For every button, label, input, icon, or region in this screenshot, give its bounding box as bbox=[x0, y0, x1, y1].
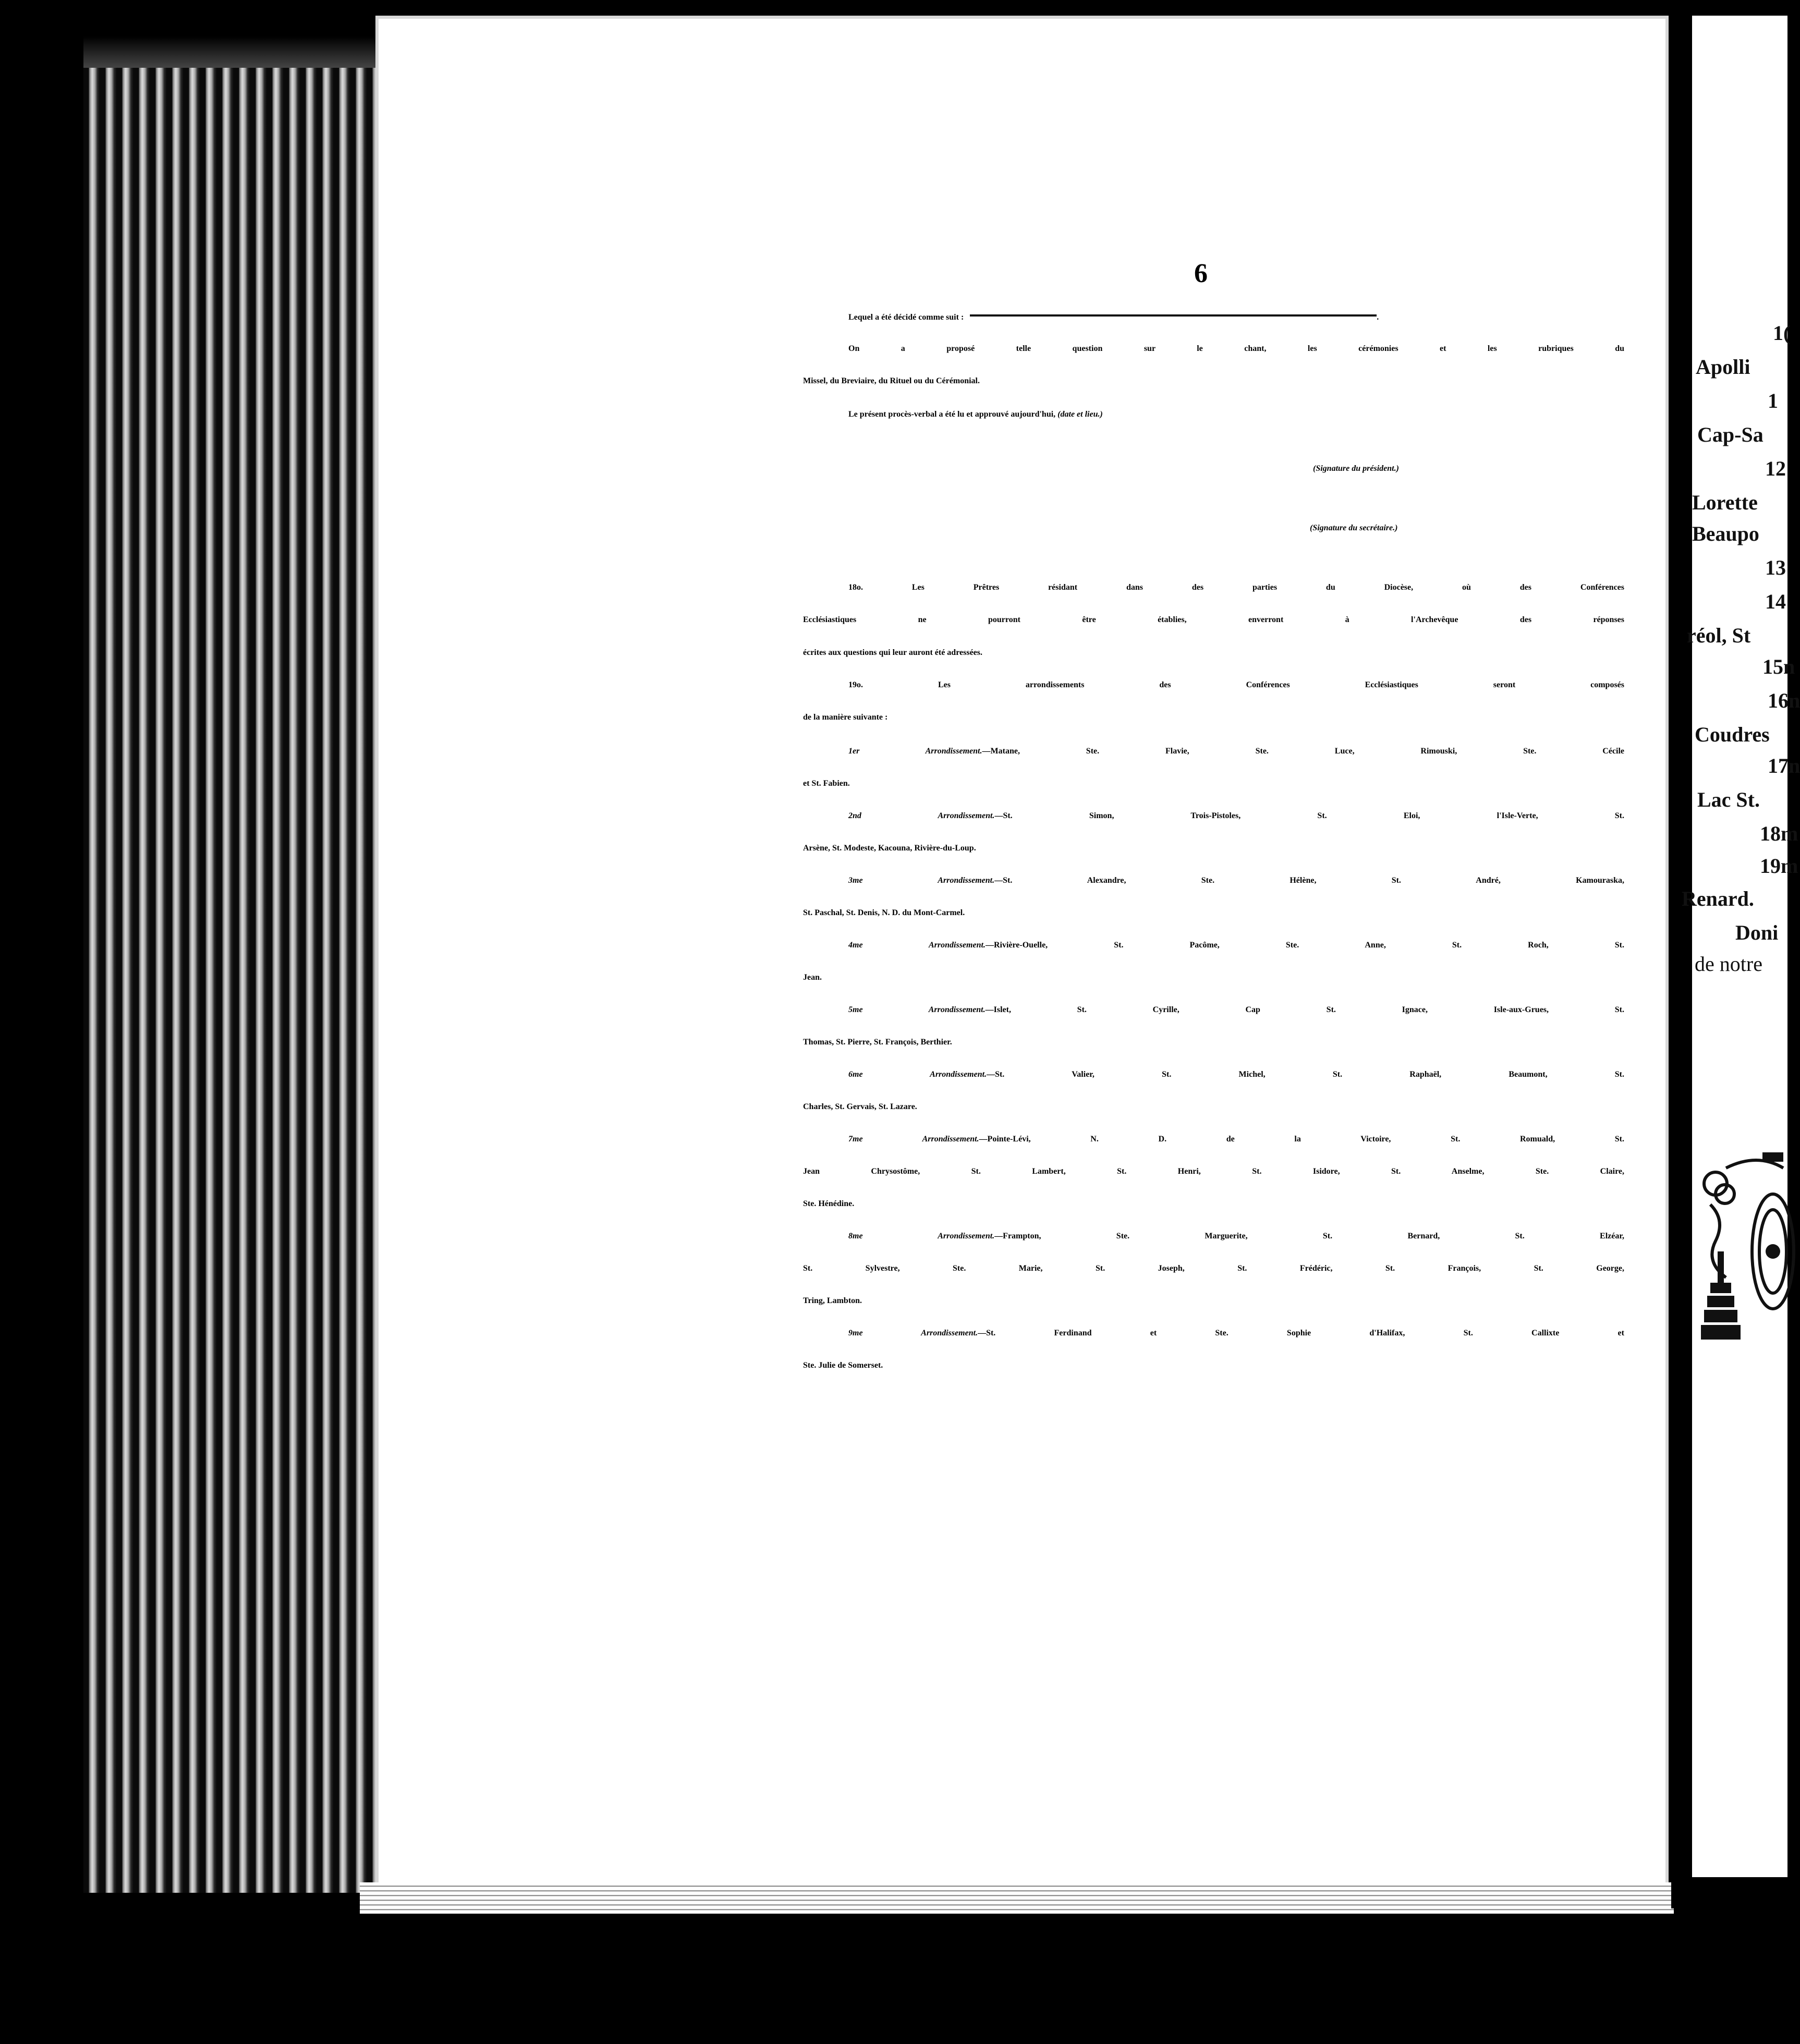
arrondissement-line bbox=[803, 1264, 1624, 1273]
arrondissement-parishes: —St. Valier, St. Michel, St. Raphaël, Beaumont, St. bbox=[987, 1070, 1625, 1079]
text-line-approved bbox=[848, 410, 1103, 419]
arrondissement-parishes: —St. Alexandre, Ste. Hélène, St. André, Kamouraska, bbox=[994, 876, 1624, 885]
arrondissement-parishes: Ste. Hénédine. bbox=[803, 1199, 855, 1208]
arrondissement-parishes: —Frampton, Ste. Marguerite, St. Bernard, St. Elzéar, bbox=[994, 1232, 1624, 1240]
arrondissement-line bbox=[803, 1167, 1624, 1176]
arrondissement-1 bbox=[848, 747, 1624, 756]
arrondissement-line bbox=[803, 1296, 862, 1306]
text-line bbox=[848, 344, 1624, 354]
arrondissement-line bbox=[803, 1038, 952, 1047]
arrondissement-7 bbox=[848, 1135, 1624, 1144]
arrondissement-line bbox=[803, 1361, 883, 1370]
right-page-fragment: Beaupo bbox=[1692, 522, 1759, 545]
arrondissement-line bbox=[848, 1005, 1624, 1015]
text-proposed: On a proposé telle question sur le chant, les cérémonies et les rubriques du bbox=[848, 344, 1624, 353]
right-page-fragment: 13 bbox=[1765, 556, 1786, 579]
arrondissement-heading: 3me Arrondissement. bbox=[848, 876, 995, 885]
page-number: 6 bbox=[1194, 259, 1208, 288]
arrondissement-parishes: Tring, Lambton. bbox=[803, 1296, 862, 1305]
arrondissement-2 bbox=[848, 811, 1624, 821]
right-page-fragment: 14 bbox=[1765, 590, 1786, 613]
arrondissement-parishes: St. Paschal, St. Denis, N. D. du Mont-Carmel. bbox=[803, 908, 965, 917]
arrondissement-heading: 9me Arrondissement. bbox=[848, 1329, 978, 1337]
arrondissement-line bbox=[803, 844, 976, 853]
right-page-fragment: Doni bbox=[1735, 921, 1779, 944]
decided-label: Lequel a été décidé comme suit : bbox=[848, 313, 964, 322]
arrondissement-6 bbox=[848, 1070, 1624, 1079]
coat-of-arms-seal bbox=[1695, 1147, 1787, 1366]
text-line-decided bbox=[848, 313, 1379, 322]
arrondissement-line bbox=[848, 876, 1624, 885]
para-18-line: 18o. Les Prêtres résidant dans des parties du Diocèse, où des Conférences bbox=[848, 583, 1624, 592]
approved-text: Le présent procès-verbal a été lu et approuvé aujourd'hui, bbox=[848, 410, 1056, 419]
date-lieu: (date et lieu.) bbox=[1057, 410, 1103, 419]
arrondissement-parishes: Thomas, St. Pierre, St. François, Berthier. bbox=[803, 1038, 952, 1047]
arrondissement-line bbox=[803, 1199, 854, 1209]
arrondissement-line bbox=[848, 747, 1624, 756]
right-page-fragment: Lac St. bbox=[1697, 788, 1760, 811]
page-gutter bbox=[1671, 10, 1692, 1908]
right-page-fragment: 17n bbox=[1768, 754, 1800, 777]
arrondissement-heading: 6me Arrondissement. bbox=[848, 1070, 987, 1079]
arrondissement-parishes: Jean Chrysostôme, St. Lambert, St. Henri, St. Isidore, St. Anselme, Ste. Claire, bbox=[803, 1167, 1624, 1176]
arrondissement-parishes: Jean. bbox=[803, 973, 822, 982]
main-page bbox=[375, 16, 1669, 1888]
signature-secretaire: (Signature du secrétaire.) bbox=[1310, 524, 1398, 532]
decided-end: . bbox=[1377, 313, 1379, 322]
arrondissement-line bbox=[803, 973, 822, 982]
arrondissement-heading: 4me Arrondissement. bbox=[848, 941, 986, 950]
text-line: écrites aux questions qui leur auront été adressées. bbox=[803, 648, 982, 657]
right-page-fragment: 18m bbox=[1760, 822, 1798, 845]
arrondissement-4 bbox=[848, 941, 1624, 950]
arrondissement-heading: 2nd Arrondissement. bbox=[848, 811, 995, 820]
arrondissement-parishes: et St. Fabien. bbox=[803, 779, 850, 788]
right-page-fragment: 16n bbox=[1768, 689, 1800, 712]
right-page bbox=[1692, 16, 1787, 1877]
arrondissement-line bbox=[848, 1070, 1624, 1079]
arrondissement-parishes: —St. Ferdinand et Ste. Sophie d'Halifax, St. Callixte et bbox=[978, 1329, 1624, 1337]
arrondissement-heading: 5me Arrondissement. bbox=[848, 1005, 986, 1014]
blank-rule bbox=[970, 314, 1377, 317]
arrondissement-line bbox=[803, 908, 965, 918]
right-page-fragment: 1( bbox=[1773, 321, 1791, 345]
book-page-edges bbox=[83, 36, 381, 1893]
arrondissement-9 bbox=[848, 1329, 1624, 1338]
arrondissement-parishes: Arsène, St. Modeste, Kacouna, Rivière-du-Loup. bbox=[803, 844, 976, 853]
arrondissement-5 bbox=[848, 1005, 1624, 1015]
arrondissement-line bbox=[803, 779, 850, 788]
arrondissement-line bbox=[848, 941, 1624, 950]
arrondissement-line bbox=[848, 1329, 1624, 1338]
arrondissement-3 bbox=[848, 876, 1624, 885]
arrondissement-parishes: —Pointe-Lévi, N. D. de la Victoire, St. Romuald, St. bbox=[979, 1135, 1624, 1143]
text-line bbox=[848, 680, 1624, 690]
arrondissement-parishes: St. Sylvestre, Ste. Marie, St. Joseph, St. Frédéric, St. François, St. George, bbox=[803, 1264, 1624, 1273]
arrondissement-line bbox=[848, 1135, 1624, 1144]
para-18-line: Ecclésiastiques ne pourront être établies, enverront à l'Archevêque des réponses bbox=[803, 615, 1624, 624]
text-line bbox=[848, 583, 1624, 592]
page-bottom-edges bbox=[360, 1882, 1674, 1914]
arrondissement-parishes: —Islet, St. Cyrille, Cap St. Ignace, Isle-aux-Grues, St. bbox=[985, 1005, 1624, 1014]
right-page-fragment: 1 bbox=[1768, 389, 1778, 412]
book-edges-shadow bbox=[83, 36, 381, 68]
arrondissement-8 bbox=[848, 1232, 1624, 1241]
right-page-fragment: 12 bbox=[1765, 457, 1786, 480]
text-line: de la manière suivante : bbox=[803, 713, 888, 722]
right-page-fragment: réol, St bbox=[1687, 624, 1751, 647]
arrondissement-parishes: —Matane, Ste. Flavie, Ste. Luce, Rimouski, Ste. Cécile bbox=[982, 747, 1625, 756]
arrondissement-heading: 7me Arrondissement. bbox=[848, 1135, 979, 1143]
right-page-fragment: 15n bbox=[1762, 655, 1795, 678]
arrondissement-heading: 1er Arrondissement. bbox=[848, 747, 982, 756]
right-page-fragment: Coudres bbox=[1695, 723, 1770, 746]
right-page-fragment: 19m bbox=[1760, 854, 1798, 878]
right-page-fragment: Renard. bbox=[1682, 887, 1754, 910]
arrondissement-line bbox=[848, 1232, 1624, 1241]
para-19-line: 19o. Les arrondissements des Conférences Ecclésiastiques seront composés bbox=[848, 680, 1624, 689]
arrondissement-parishes: Charles, St. Gervais, St. Lazare. bbox=[803, 1102, 917, 1111]
text-line bbox=[803, 615, 1624, 625]
arrondissement-line bbox=[803, 1102, 917, 1112]
right-page-fragment: Lorette bbox=[1692, 491, 1758, 514]
arrondissement-parishes: —Rivière-Ouelle, St. Pacôme, Ste. Anne, St. Roch, St. bbox=[985, 941, 1624, 950]
arrondissement-parishes: Ste. Julie de Somerset. bbox=[803, 1361, 883, 1370]
right-page-fragment: de notre bbox=[1695, 952, 1762, 976]
arrondissement-parishes: —St. Simon, Trois-Pistoles, St. Eloi, l'Isle-Verte, St. bbox=[994, 811, 1625, 820]
arrondissement-heading: 8me Arrondissement. bbox=[848, 1232, 995, 1240]
right-page-fragment: Cap-Sa bbox=[1697, 423, 1763, 446]
arrondissement-line bbox=[848, 811, 1624, 821]
text-line: Missel, du Breviaire, du Rituel ou du Cérémonial. bbox=[803, 376, 980, 385]
signature-president: (Signature du président.) bbox=[1313, 464, 1399, 473]
right-page-fragment: Apolli bbox=[1696, 355, 1750, 379]
